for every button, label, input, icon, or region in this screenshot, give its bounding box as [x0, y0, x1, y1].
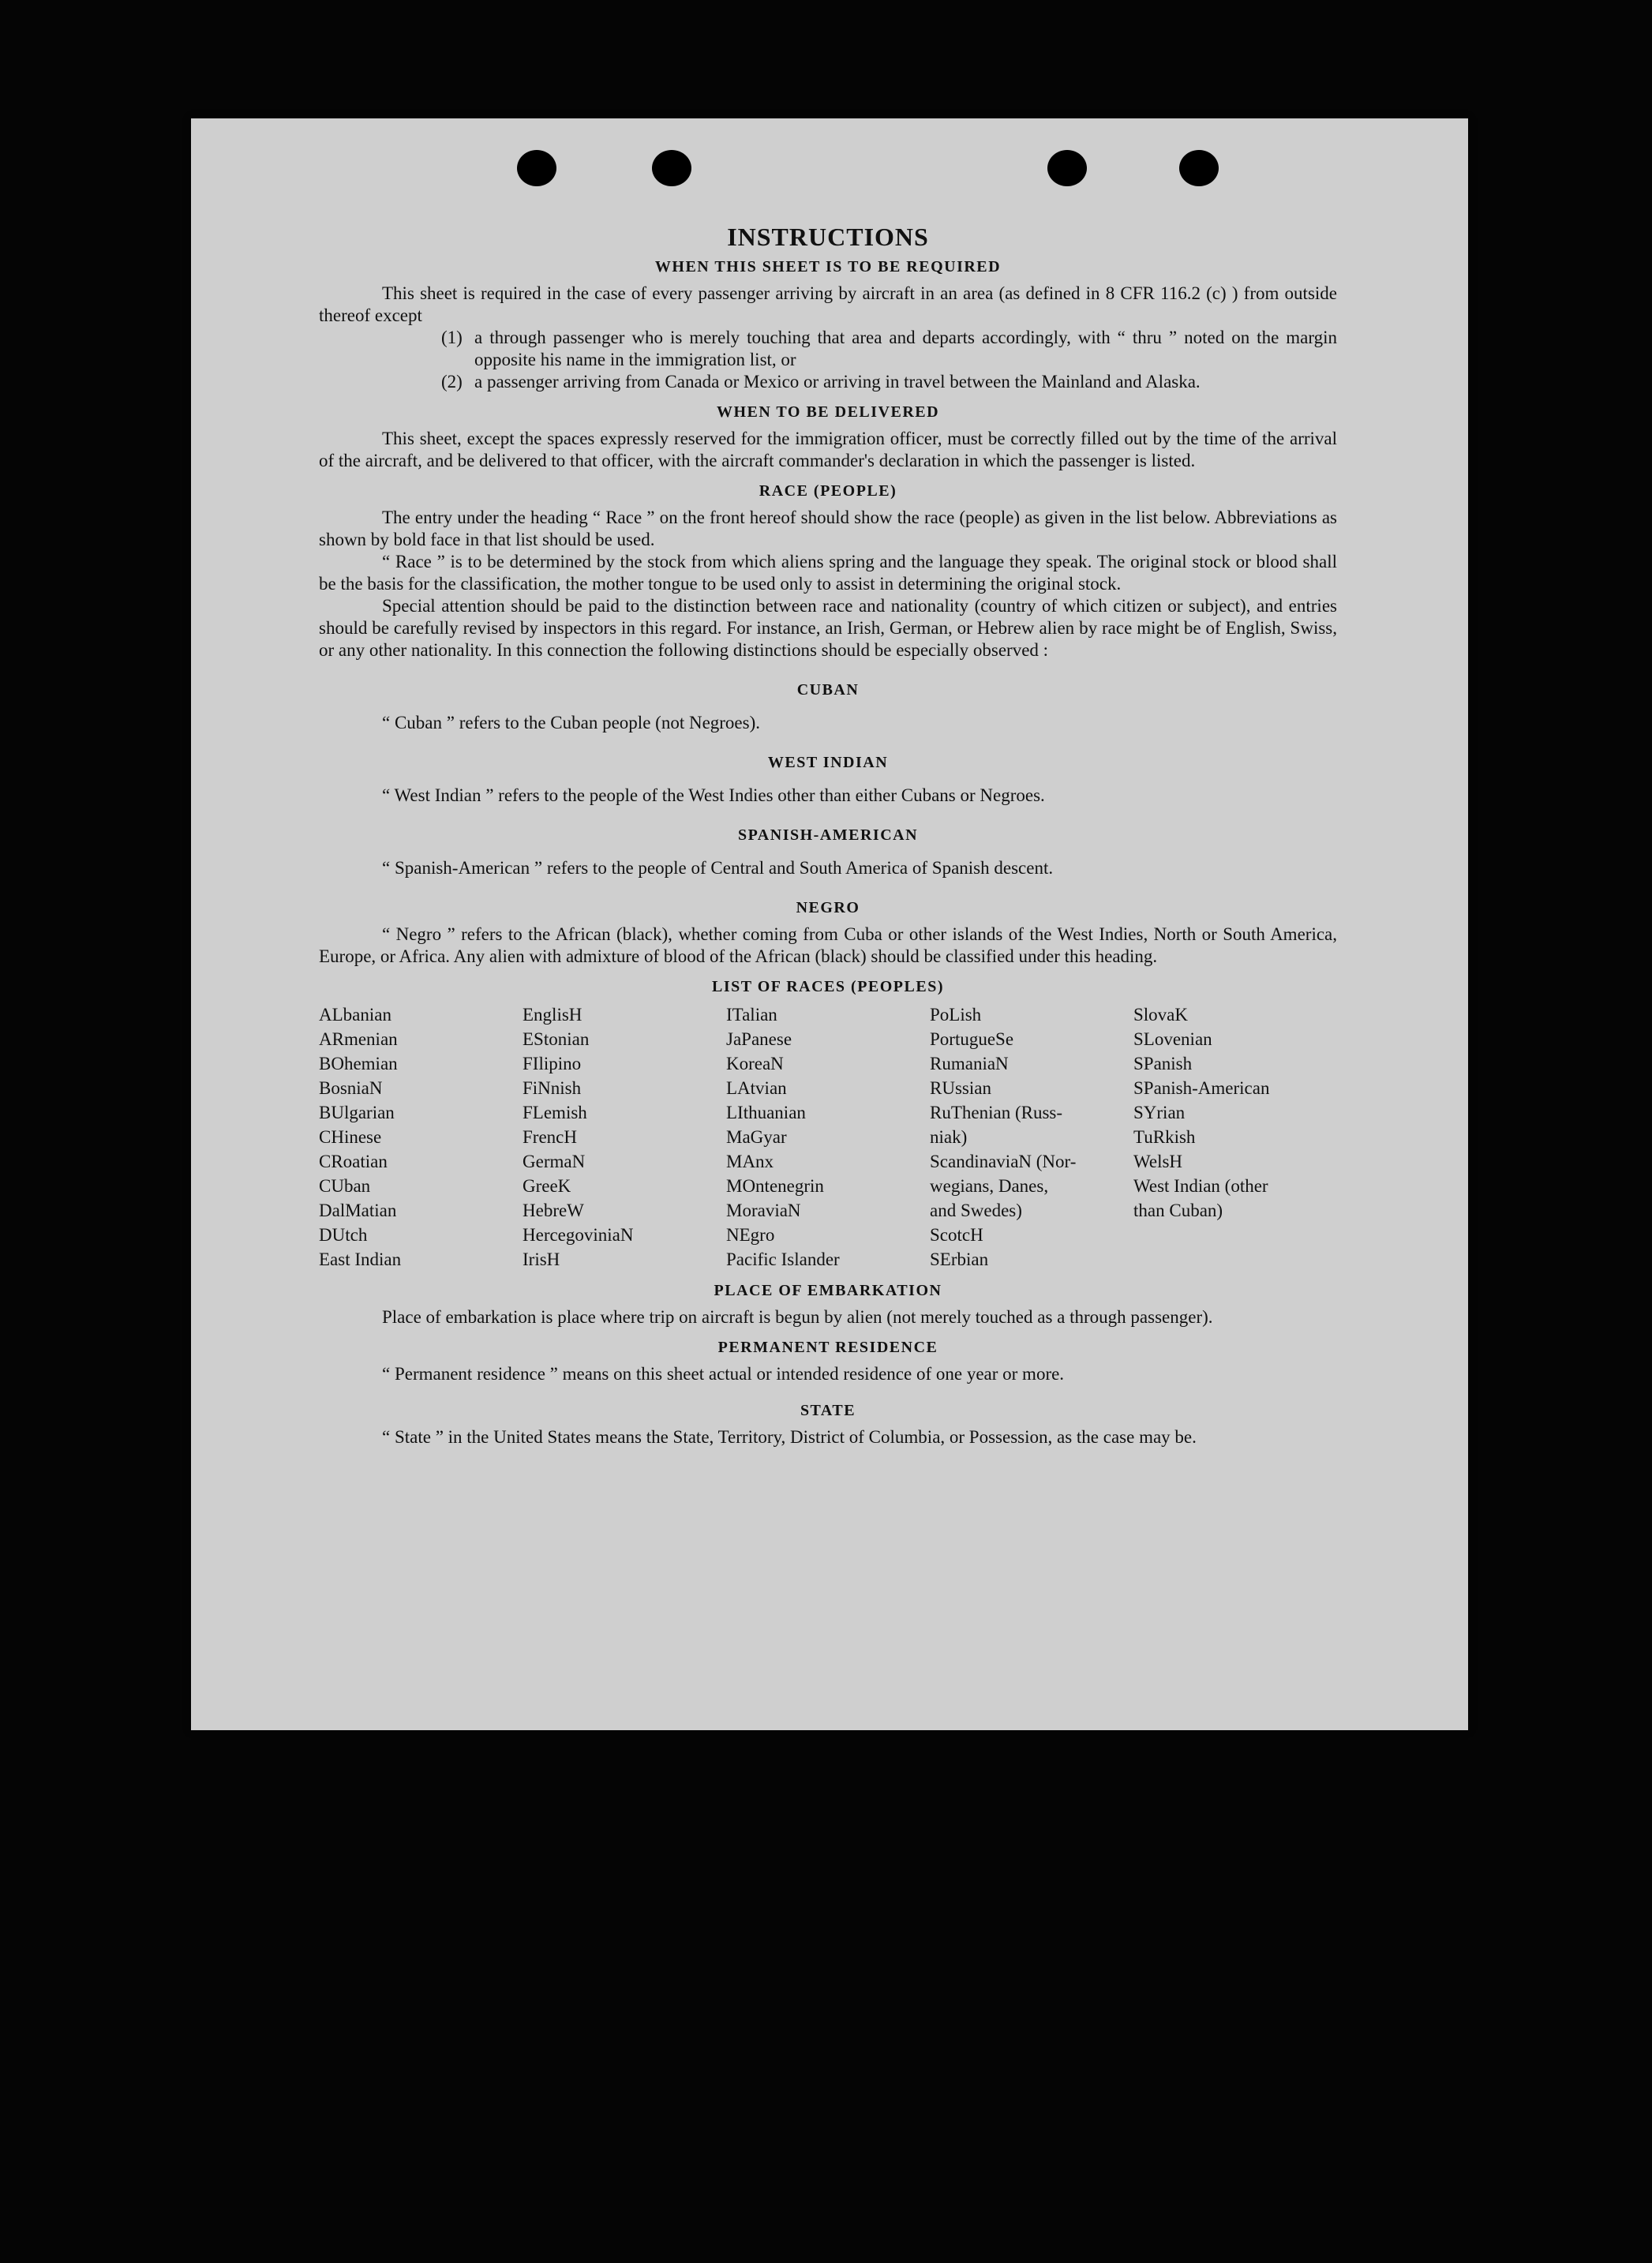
exception-number: (2) — [441, 372, 463, 392]
race-entry: CHinese — [319, 1127, 382, 1147]
race-entry: WelsH — [1133, 1152, 1183, 1171]
race-entry: RUssian — [930, 1078, 991, 1098]
heading-spanish-american: SPANISH-AMERICAN — [737, 826, 919, 844]
west-indian-text: “ West Indian ” refers to the people of the West Indies other than either Cubans or Negroes. — [382, 785, 1045, 805]
sheet-content — [319, 223, 1337, 1448]
race-entry: CUban — [319, 1176, 371, 1196]
race-entry: HercegoviniaN — [523, 1225, 634, 1245]
race-entry: East Indian — [319, 1250, 402, 1269]
race-entry: niak) — [930, 1127, 968, 1147]
race-entry: ScandinaviaN (Nor- — [930, 1152, 1077, 1171]
heading-list-of-races: LIST OF RACES (PEOPLES) — [711, 978, 944, 995]
cuban-text: “ Cuban ” refers to the Cuban people (not Negroes). — [382, 713, 761, 732]
race-entry: SErbian — [930, 1250, 989, 1269]
race-entry: MaGyar — [726, 1127, 787, 1147]
races-column — [726, 1002, 930, 1272]
punch-hole — [1047, 150, 1087, 186]
races-column — [319, 1002, 523, 1272]
race-entry: RuThenian (Russ- — [930, 1103, 1063, 1122]
punch-hole — [517, 150, 556, 186]
embarkation-text: Place of embarkation is place where trip on aircraft is begun by alien (not merely touched as a through passenger). — [382, 1307, 1213, 1327]
races-column — [523, 1002, 726, 1272]
race-entry: BosniaN — [319, 1078, 383, 1098]
race-entry: wegians, Danes, — [930, 1176, 1049, 1196]
heading-permanent-residence: PERMANENT RESIDENCE — [717, 1339, 938, 1356]
heading-negro: NEGRO — [796, 899, 860, 916]
race-entry: KoreaN — [726, 1054, 784, 1073]
race-entry: NEgro — [726, 1225, 775, 1245]
races-column — [930, 1002, 1133, 1272]
race-entry: IrisH — [523, 1250, 560, 1269]
race-entry: MAnx — [726, 1152, 774, 1171]
race-entry: BOhemian — [319, 1054, 398, 1073]
race-entry: West Indian (other — [1133, 1176, 1268, 1196]
negro-text: “ Negro ” refers to the African (black), whether coming from Cuba or other islands of the West Indies, North or South America, Europe, or Africa. Any alien with admixture of blood of the African (black) should be classified under this heading. — [319, 924, 1337, 966]
race-entry: ITalian — [726, 1005, 777, 1025]
race-entry: and Swedes) — [930, 1201, 1022, 1220]
race-entry: LAtvian — [726, 1078, 787, 1098]
spanish-american-text: “ Spanish-American ” refers to the people of Central and South America of Spanish descent. — [382, 858, 1054, 878]
race-entry: TuRkish — [1133, 1127, 1196, 1147]
race-entry: SlovaK — [1133, 1005, 1188, 1025]
race-entry: MoraviaN — [726, 1201, 801, 1220]
race-entry: ARmenian — [319, 1029, 398, 1049]
exception-number: (1) — [441, 328, 463, 347]
race-entry: SYrian — [1133, 1103, 1186, 1122]
race-entry: FiNnish — [523, 1078, 582, 1098]
page-title: INSTRUCTIONS — [727, 223, 929, 251]
race-entry: than Cuban) — [1133, 1201, 1223, 1220]
races-list — [319, 1002, 1337, 1272]
race-entry: DalMatian — [319, 1201, 397, 1220]
exception-text: a passenger arriving from Canada or Mexico or arriving in travel between the Mainland and Alaska. — [474, 372, 1201, 392]
race-entry: JaPanese — [726, 1029, 792, 1049]
heading-cuban: CUBAN — [796, 681, 860, 699]
race-entry: LIthuanian — [726, 1103, 806, 1122]
race-entry: FIlipino — [523, 1054, 582, 1073]
heading-when-delivered: WHEN TO BE DELIVERED — [716, 403, 940, 421]
race-entry: SPanish-American — [1133, 1078, 1270, 1098]
exception-item — [441, 327, 1337, 371]
race-entry: SLovenian — [1133, 1029, 1212, 1049]
race-paragraph-3: Special attention should be paid to the distinction between race and nationality (country of which citizen or subject), and entries should be carefully revised by inspectors in this regard. For instance, an Irish, German, or Hebrew alien by race might be of English, Swiss, or any other nationality. In this connection the following distinctions should be especially observed : — [319, 596, 1337, 660]
race-entry: PortugueSe — [930, 1029, 1014, 1049]
race-entry: MOntenegrin — [726, 1176, 824, 1196]
races-column — [1133, 1002, 1337, 1272]
exception-text: a through passenger who is merely touching that area and departs accordingly, with “ thru ” noted on the margin opposite his name in the immigration list, or — [474, 328, 1337, 369]
heading-when-required: WHEN THIS SHEET IS TO BE REQUIRED — [654, 258, 1002, 275]
race-entry: RumaniaN — [930, 1054, 1009, 1073]
instruction-sheet — [191, 118, 1468, 1730]
heading-place-of-embarkation: PLACE OF EMBARKATION — [714, 1282, 942, 1299]
race-entry: DUtch — [319, 1225, 368, 1245]
race-entry: GermaN — [523, 1152, 586, 1171]
heading-state: STATE — [800, 1402, 856, 1419]
race-entry: BUlgarian — [319, 1103, 395, 1122]
race-entry: SPanish — [1133, 1054, 1193, 1073]
punch-hole — [652, 150, 691, 186]
required-intro: This sheet is required in the case of every passenger arriving by aircraft in an area (as defined in 8 CFR 116.2 (c) ) from outside thereof except — [319, 283, 1337, 325]
race-entry: Pacific Islander — [726, 1250, 840, 1269]
heading-race: RACE (PEOPLE) — [759, 482, 897, 500]
race-entry: ALbanian — [319, 1005, 391, 1025]
race-entry: FLemish — [523, 1103, 587, 1122]
delivered-text: This sheet, except the spaces expressly reserved for the immigration officer, must be correctly filled out by the time of the arrival of the aircraft, and be delivered to that officer, with the aircraft commander's declaration in which the passenger is listed. — [319, 429, 1337, 470]
race-entry: EStonian — [523, 1029, 590, 1049]
punch-hole — [1179, 150, 1219, 186]
race-entry: FrencH — [523, 1127, 577, 1147]
residence-text: “ Permanent residence ” means on this sheet actual or intended residence of one year or more. — [382, 1364, 1065, 1384]
state-text: “ State ” in the United States means the State, Territory, District of Columbia, or Possession, as the case may be. — [382, 1427, 1197, 1447]
race-entry: GreeK — [523, 1176, 571, 1196]
race-paragraph-1: The entry under the heading “ Race ” on the front hereof should show the race (people) as given in the list below. Abbreviations as shown by bold face in that list should be used. — [319, 508, 1337, 549]
race-entry: ScotcH — [930, 1225, 983, 1245]
race-entry: HebreW — [523, 1201, 584, 1220]
race-entry: EnglisH — [523, 1005, 583, 1025]
race-paragraph-2: “ Race ” is to be determined by the stock from which aliens spring and the language they speak. The original stock or blood shall be the basis for the classification, the mother tongue to be used only to assist in determining the original stock. — [319, 552, 1337, 594]
race-entry: CRoatian — [319, 1152, 388, 1171]
exception-item — [441, 371, 1337, 393]
heading-west-indian: WEST INDIAN — [767, 754, 889, 771]
race-entry: PoLish — [930, 1005, 982, 1025]
